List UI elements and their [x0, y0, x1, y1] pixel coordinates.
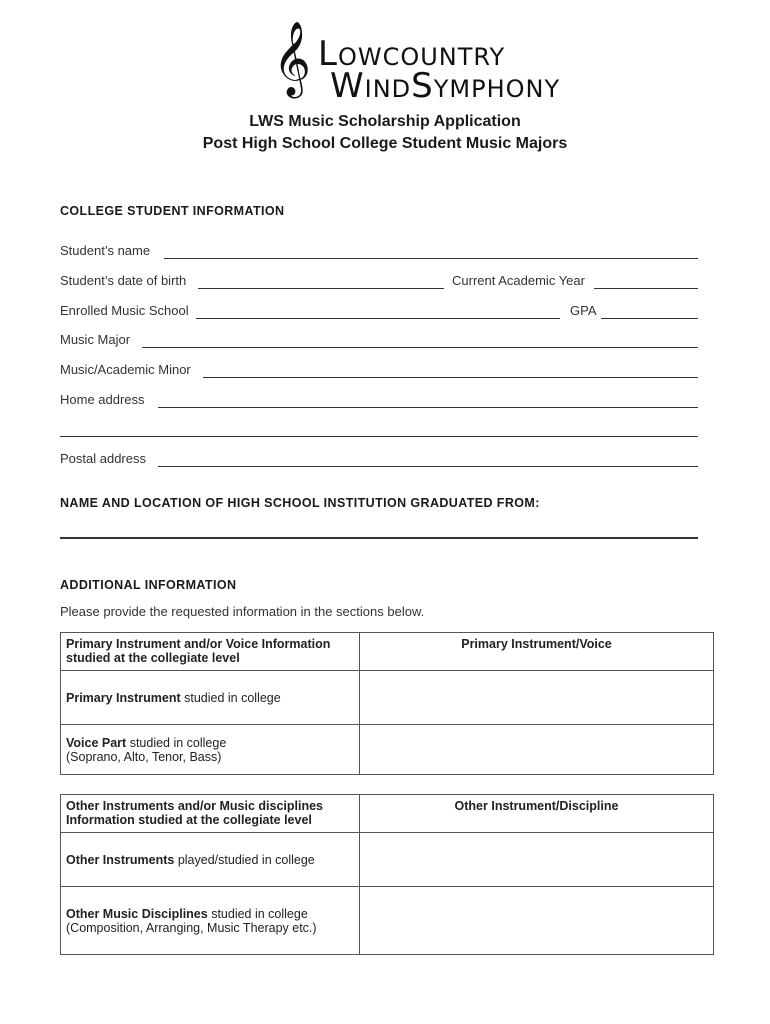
- students-name-label: Student’s name: [60, 243, 151, 258]
- postal-address-label: Postal address: [60, 451, 146, 466]
- high-school-heading: NAME AND LOCATION OF HIGH SCHOOL INSTITUTION GRADUATED FROM:: [60, 496, 540, 510]
- home-address-label: Home address: [60, 392, 145, 407]
- table1-header-right: Primary Instrument/Voice: [360, 633, 714, 671]
- enrolled-school-field[interactable]: [196, 318, 560, 319]
- table2-header-left: Other Instruments and/or Music disciplines Information studied at the collegiate level: [61, 795, 360, 833]
- date-of-birth-field[interactable]: [198, 288, 444, 289]
- logo-text-line2: WINDSYMPHONY: [330, 66, 561, 106]
- gpa-field[interactable]: [601, 318, 698, 319]
- table1-header-left: Primary Instrument and/or Voice Information studied at the collegiate level: [61, 633, 360, 671]
- high-school-field[interactable]: [60, 537, 698, 539]
- other-disciplines-input[interactable]: [360, 887, 714, 955]
- primary-instrument-table: [60, 632, 714, 775]
- music-major-label: Music Major: [60, 332, 131, 347]
- form-subtitle: Post High School College Student Music Majors: [202, 135, 568, 152]
- logo-text-line1: LOWCOUNTRY: [318, 34, 506, 74]
- primary-instrument-label: Primary Instrument studied in college: [61, 671, 360, 725]
- academic-year-field[interactable]: [594, 288, 698, 289]
- table-row: [61, 833, 714, 887]
- voice-part-input[interactable]: [360, 725, 714, 775]
- other-disciplines-label: Other Music Disciplines studied in college (Composition, Arranging, Music Therapy etc.): [61, 887, 360, 955]
- treble-clef-icon: 𝄞: [273, 22, 311, 96]
- home-address-field-line2[interactable]: [60, 436, 698, 437]
- gpa-label: GPA: [570, 303, 597, 318]
- students-name-field[interactable]: [164, 258, 698, 259]
- academic-year-label: Current Academic Year: [452, 273, 585, 288]
- minor-label: Music/Academic Minor: [60, 362, 191, 377]
- enrolled-school-label: Enrolled Music School: [60, 303, 189, 318]
- postal-address-field[interactable]: [158, 466, 698, 467]
- table-row: [61, 633, 714, 671]
- home-address-field[interactable]: [158, 407, 698, 408]
- table-row: [61, 795, 714, 833]
- date-of-birth-label: Student’s date of birth: [60, 273, 187, 288]
- college-info-heading: COLLEGE STUDENT INFORMATION: [60, 204, 285, 218]
- other-instruments-input[interactable]: [360, 833, 714, 887]
- table-row: [61, 887, 714, 955]
- music-major-field[interactable]: [142, 347, 698, 348]
- table2-header-right: Other Instrument/Discipline: [360, 795, 714, 833]
- table-row: [61, 725, 714, 775]
- primary-instrument-input[interactable]: [360, 671, 714, 725]
- table-row: [61, 671, 714, 725]
- other-instruments-table: [60, 794, 714, 955]
- form-title: LWS Music Scholarship Application: [249, 113, 521, 130]
- other-instruments-label: Other Instruments played/studied in college: [61, 833, 360, 887]
- voice-part-label: Voice Part studied in college (Soprano, Alto, Tenor, Bass): [61, 725, 360, 775]
- additional-info-heading: ADDITIONAL INFORMATION: [60, 578, 237, 592]
- additional-info-instructions: Please provide the requested information in the sections below.: [60, 604, 425, 619]
- minor-field[interactable]: [203, 377, 698, 378]
